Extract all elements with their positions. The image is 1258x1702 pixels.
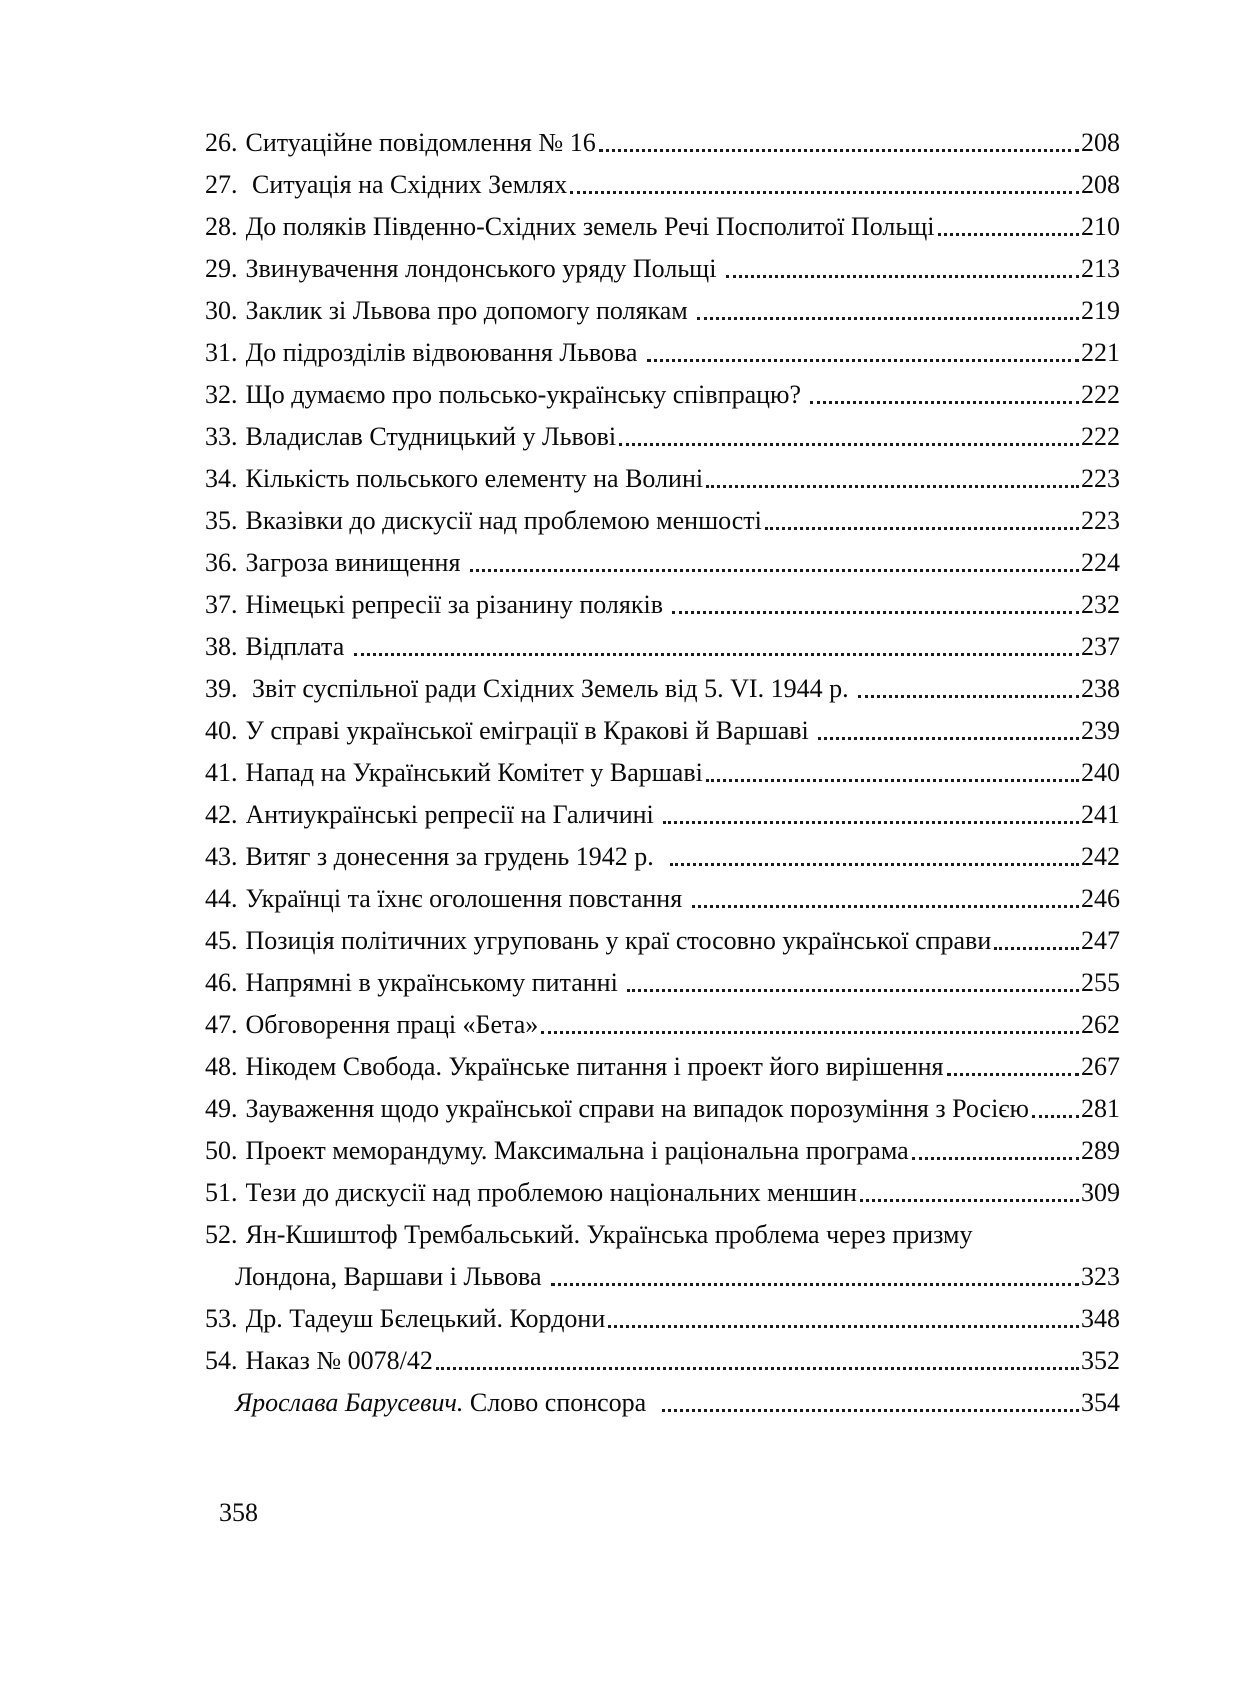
dot-leader — [697, 317, 1079, 320]
toc-entry — [205, 1004, 1120, 1046]
toc-entry — [205, 1046, 1120, 1088]
toc-entry — [205, 626, 1120, 668]
toc-entry-number: 45. — [205, 926, 238, 955]
toc-entry-title: Загроза винищення — [245, 548, 467, 577]
toc-entry-number: 51. — [205, 1178, 238, 1207]
dot-leader — [541, 1031, 1079, 1034]
toc-entry-title: Ситуація на Східних Землях — [252, 170, 568, 199]
toc-entry-page-number: 246 — [1081, 884, 1120, 913]
toc-entry-title: Заклик зі Львова про допомогу полякам — [245, 296, 695, 325]
toc-entry-page-number: 309 — [1081, 1178, 1120, 1207]
dot-leader — [692, 905, 1079, 908]
toc-entry-title: Напрямні в українському питанні — [245, 968, 625, 997]
toc-entry-number: 43. — [205, 842, 238, 871]
toc-entry-title: Нікодем Свобода. Українське питання і проект його вирішення — [245, 1052, 944, 1081]
toc-entry-title: Тези до дискусії над проблемою національних меншин — [245, 1178, 857, 1207]
toc-entry — [205, 374, 1120, 416]
toc-entry — [205, 1214, 1120, 1256]
toc-entry-title: Наказ № 0078/42 — [245, 1346, 433, 1375]
toc-entry-page-number: 208 — [1081, 128, 1120, 157]
toc-entry-page-number: 213 — [1081, 254, 1120, 283]
toc-entry — [205, 290, 1120, 332]
toc-entry-title: До поляків Південно-Східних земель Речі Посполитої Польщі — [245, 212, 935, 241]
toc-entry-number: 29. — [205, 254, 238, 283]
toc-entry-number: 36. — [205, 548, 238, 577]
dot-leader — [672, 611, 1079, 614]
toc-entry-page-number: 223 — [1081, 464, 1120, 493]
toc-entry-page-number: 281 — [1081, 1094, 1120, 1123]
toc-entry — [205, 542, 1120, 584]
toc-entry-title: Слово спонсора — [463, 1388, 660, 1417]
toc-entry-page-number: 210 — [1081, 212, 1120, 241]
toc-entry-number: 48. — [205, 1052, 238, 1081]
toc-entry-number: 47. — [205, 1010, 238, 1039]
toc-entry-title: Вказівки до дискусії над проблемою меншості — [245, 506, 762, 535]
toc-entry — [205, 1298, 1120, 1340]
dot-leader — [647, 359, 1079, 362]
toc-entry-title: Напад на Український Комітет у Варшаві — [245, 758, 703, 787]
toc-entry-title: Німецькі репресії за різанину поляків — [245, 590, 670, 619]
toc-entry-number: 34. — [205, 464, 238, 493]
toc-entry — [205, 1382, 1120, 1424]
toc-entry-title: Українці та їхнє оголошення повстання — [245, 884, 689, 913]
dot-leader — [726, 275, 1079, 278]
toc-entry-number: 42. — [205, 800, 238, 829]
toc-entry — [205, 878, 1120, 920]
dot-leader — [860, 1199, 1079, 1202]
toc-entry — [205, 962, 1120, 1004]
toc-entry-page-number: 242 — [1081, 842, 1120, 871]
toc-entry-title: Ян-Кшиштоф Трембальський. Українська проблема через призму — [245, 1220, 973, 1249]
toc-entry-title: У справі української еміграції в Кракові й Варшаві — [245, 716, 816, 745]
dot-leader — [619, 443, 1079, 446]
dot-leader — [436, 1367, 1079, 1370]
toc-entry-page-number: 239 — [1081, 716, 1120, 745]
toc-entry-number: 27. — [205, 170, 244, 199]
toc-entry-number: 38. — [205, 632, 238, 661]
toc-entry-page-number: 255 — [1081, 968, 1120, 997]
toc-entry-page-number: 262 — [1081, 1010, 1120, 1039]
toc-entry-number: 53. — [205, 1304, 238, 1333]
toc-entry-number: 32. — [205, 380, 238, 409]
toc-entry — [205, 584, 1120, 626]
dot-leader — [810, 401, 1079, 404]
toc-entry — [205, 458, 1120, 500]
dot-leader — [608, 1325, 1079, 1328]
dot-leader — [994, 947, 1079, 950]
toc-entry — [205, 164, 1120, 206]
toc-entry-title: Проект меморандуму. Максимальна і раціональна програма — [245, 1136, 909, 1165]
toc-entry-title: Витяг з донесення за грудень 1942 р. — [245, 842, 667, 871]
toc-entry-title: Ситуаційне повідомлення № 16 — [245, 128, 596, 157]
toc-entry-page-number: 222 — [1081, 422, 1120, 451]
dot-leader — [354, 653, 1079, 656]
toc-entry-number: 26. — [205, 128, 238, 157]
toc-entry-title: Др. Тадеуш Бєлецький. Кордони — [245, 1304, 606, 1333]
dot-leader — [706, 779, 1079, 782]
toc-entry-author-italic: Ярослава Барусевич. — [235, 1388, 464, 1417]
toc-entry-title: Кількість польського елементу на Волині — [245, 464, 704, 493]
toc-entry — [205, 794, 1120, 836]
toc-entry — [205, 332, 1120, 374]
toc-entry-number: 39. — [205, 674, 244, 703]
toc-entry-page-number: 247 — [1081, 926, 1120, 955]
toc-entry-title: Лондона, Варшави і Львова — [235, 1262, 549, 1291]
toc-entry — [205, 836, 1120, 878]
dot-leader — [858, 695, 1079, 698]
toc-entry-number: 54. — [205, 1346, 238, 1375]
toc-entry-page-number: 241 — [1081, 800, 1120, 829]
toc-entry — [205, 920, 1120, 962]
toc-entry-page-number: 219 — [1081, 296, 1120, 325]
toc-entry-page-number: 323 — [1081, 1262, 1120, 1291]
dot-leader — [599, 149, 1079, 152]
toc-entry — [205, 1130, 1120, 1172]
toc-entry-number: 35. — [205, 506, 238, 535]
toc-entry-page-number: 267 — [1081, 1052, 1120, 1081]
dot-leader — [1032, 1115, 1079, 1118]
toc-entry-number: 28. — [205, 212, 238, 241]
toc-entry-page-number: 352 — [1081, 1346, 1120, 1375]
toc-entry-number: 40. — [205, 716, 238, 745]
toc-entry-number: 50. — [205, 1136, 238, 1165]
toc-entry-number: 46. — [205, 968, 238, 997]
page-folio-number: 358 — [219, 1498, 258, 1527]
toc-entry-page-number: 240 — [1081, 758, 1120, 787]
toc-entry-number: 44. — [205, 884, 238, 913]
toc-entry — [205, 248, 1120, 290]
toc-entry-number: 41. — [205, 758, 238, 787]
toc-entry-title: Що думаємо про польсько-українську співпрацю? — [245, 380, 808, 409]
toc-entry-page-number: 289 — [1081, 1136, 1120, 1165]
toc-entry-page-number: 354 — [1081, 1388, 1120, 1417]
toc-entry-title: Звинувачення лондонського уряду Польщі — [245, 254, 723, 283]
toc-entry-page-number: 208 — [1081, 170, 1120, 199]
dot-leader — [663, 821, 1079, 824]
toc-entry-title: Відплата — [245, 632, 351, 661]
toc-entry-title: Звіт суспільної ради Східних Земель від 5. VI. 1944 р. — [252, 674, 856, 703]
toc-entry — [205, 752, 1120, 794]
dot-leader — [551, 1283, 1079, 1286]
toc-entry-number: 31. — [205, 338, 238, 367]
dot-leader — [627, 989, 1079, 992]
dot-leader — [818, 737, 1079, 740]
dot-leader — [706, 485, 1079, 488]
toc-entry — [205, 1340, 1120, 1382]
toc-entry-number: 52. — [205, 1220, 238, 1249]
toc-entry-number: 37. — [205, 590, 238, 619]
toc-entry-page-number: 222 — [1081, 380, 1120, 409]
toc-entry-page-number: 348 — [1081, 1304, 1120, 1333]
toc-entry — [205, 710, 1120, 752]
toc-entry-page-number: 232 — [1081, 590, 1120, 619]
dot-leader — [947, 1073, 1079, 1076]
toc-entry-page-number: 221 — [1081, 338, 1120, 367]
dot-leader — [470, 569, 1079, 572]
toc-entry — [205, 206, 1120, 248]
toc-entry — [205, 500, 1120, 542]
toc-entry-title: Обговорення праці «Бета» — [245, 1010, 539, 1039]
dot-leader — [938, 233, 1080, 236]
toc-entry — [205, 1088, 1120, 1130]
dot-leader — [662, 1409, 1079, 1412]
toc-entry-page-number: 237 — [1081, 632, 1120, 661]
toc-entry-page-number: 238 — [1081, 674, 1120, 703]
toc-entry-page-number: 223 — [1081, 506, 1120, 535]
toc-entry-number: 49. — [205, 1094, 238, 1123]
toc-entry-title: Зауваження щодо української справи на випадок порозуміння з Росією — [245, 1094, 1029, 1123]
dot-leader — [912, 1157, 1079, 1160]
toc-entry — [205, 668, 1120, 710]
toc-entry — [205, 416, 1120, 458]
toc-entry — [205, 1256, 1120, 1298]
dot-leader — [570, 191, 1079, 194]
toc-entry-title: Антиукраїнські репресії на Галичині — [245, 800, 661, 829]
toc-entry-title: Позиція політичних угруповань у краї стосовно української справи — [245, 926, 992, 955]
toc-entry-page-number: 224 — [1081, 548, 1120, 577]
dot-leader — [765, 527, 1079, 530]
dot-leader — [670, 863, 1079, 866]
toc-entry-title: До підрозділів відвоювання Львова — [245, 338, 644, 367]
toc-entry — [205, 122, 1120, 164]
toc-entry-number: 33. — [205, 422, 238, 451]
toc-entry — [205, 1172, 1120, 1214]
toc-entry-number: 30. — [205, 296, 238, 325]
table-of-contents — [205, 122, 1120, 1424]
toc-entry-title: Владислав Студницький у Львові — [245, 422, 617, 451]
